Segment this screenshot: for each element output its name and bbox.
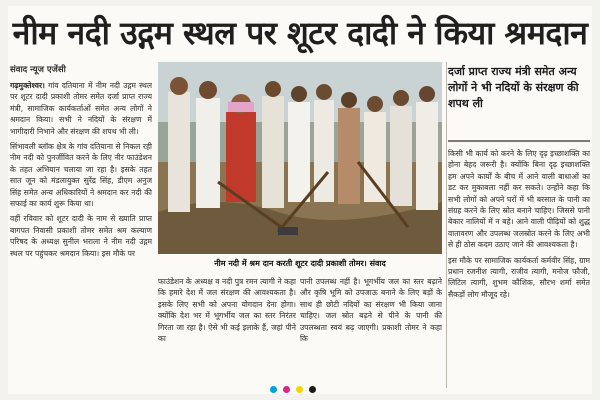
article-paragraph: फाउंडेशन के अध्यक्ष व नदी पुत्र रमन त्यागी ने कहा कि हमारे देश में जल संरक्षण की आवश्यकता है। इसके लिए सभी को अपना योगदान देना होगा। क्योंकि देश भर में भूगर्भीय जल का स्तर निरंतर गिरता जा रहा है। ऐसे भी कई इलाके हैं, जहां पीने का (158, 277, 296, 344)
side-headline: दर्जा प्राप्त राज्य मंत्री समेत अन्य लोगों ने भी नदियों के संरक्षण की शपथ ली (448, 65, 579, 110)
registration-dot (283, 386, 290, 393)
headline: नीम नदी उद्गम स्थल पर शूटर दादी ने किया श्रमदान (12, 14, 588, 52)
article-paragraph: सिंभावली ब्लॉक क्षेत्र के गांव दतियाना से निकल रही नीम नदी को पुनर्जीवित करने के लिए नीर फाउंडेशन के तहत अभियान चलाया जा रहा है। इसके तहत सात जून को मंडलायुक्त सुरेंद्र सिंह, डीएम अनुज सिंह समेत अन्य अधिकारियों ने श्रमदान कर नदी की सफाई का कार्य शुरू किया था। (10, 142, 152, 209)
registration-dot (270, 386, 277, 393)
newspaper-clipping (8, 6, 592, 394)
article-column-4 (448, 148, 590, 388)
paragraph-text: गांव दतियाना में नीम नदी उद्गम स्थल पर शूटर दादी प्रकाशी तोमर समेत दर्जा प्राप्त राज्य मंत्री, सामाजिक कार्यकर्ताओं समेत अन्य लोगों ने श्रमदान किया। सभी ने नदियों के संरक्षण में भागीदारी निभाने और संरक्षण की शपथ भी ली। (10, 81, 152, 136)
article-paragraph (10, 80, 152, 137)
registration-dot (296, 386, 303, 393)
news-photo-illustration (158, 62, 442, 254)
article-column-2 (158, 276, 296, 386)
article-paragraph: किसी भी कार्य को करने के लिए दृढ़ इच्छाशक्ति का होना बेहद जरूरी है। क्योंकि बिना दृढ़ इच्छाशक्ति हम अपने कार्यों के बीच में आने वाली बाधाओं का डट कर मुकाबला नहीं कर सकते। उन्होंने कहा कि सभी लोगों को अपने घरों में भी बरसात के पानी का संग्रह करने के लिए स्रोत बनाने चाहिए। जिससे पानी बेकार नालियों में न बहे। आने वाली पीढ़ियों को शुद्ध वातावरण और उपलब्ध जलस्रोत करने के लिए अभी से ही ठोस कदम उठाए जाने की आवश्यकता है। (448, 149, 590, 250)
print-registration-dots (270, 386, 316, 393)
dateline: गढ़मुक्तेश्वर। (10, 81, 45, 90)
photo-caption: नीम नदी में श्रम दान करती शूटर दादी प्रकाशी तोमर। संवाद (214, 259, 386, 268)
column-divider (446, 62, 447, 388)
article-paragraph: इस मौके पर सामाजिक कार्यकर्ता कर्मवीर सिंह, ग्राम प्रधान रजनीश त्यागी, राजीव त्यागी, मनोज फौजी, लिटिल त्यागी, शुभम कौशिक, सौरभ शर्मा समेत सैकड़ों लोग मौजूद रहे। (448, 255, 590, 299)
registration-dot (309, 386, 316, 393)
byline: संवाद न्यूज एजेंसी (10, 65, 66, 75)
article-paragraph: वहीं रविवार को शूटर दादी के नाम से ख्याति प्राप्त बागपत निवासी प्रकाशी तोमर समेत श्रम कल्याण परिषद के अध्यक्ष सुनील भराला ने नीम नदी उद्गम स्थल पर पहुंचकर श्रमदान किया। इस मौके पर (10, 214, 152, 258)
article-paragraph: पानी उपलब्ध नहीं है। भूगर्भीय जल का स्तर बढ़ाने और कृषि भूमि को उपजाऊ बनाने के लिए बड़ों के साथ ही छोटी नदियों का संरक्षण भी किया जाना चाहिए। जल स्रोत बढ़ने से पीने के पानी की उपलब्धता स्वयं बढ़ जाएगी। प्रकाशी तोमर ने कहा कि (300, 277, 442, 344)
article-column-1 (10, 80, 152, 370)
article-column-3 (300, 276, 442, 386)
news-photo (158, 62, 442, 254)
side-headline-rule (448, 140, 590, 142)
